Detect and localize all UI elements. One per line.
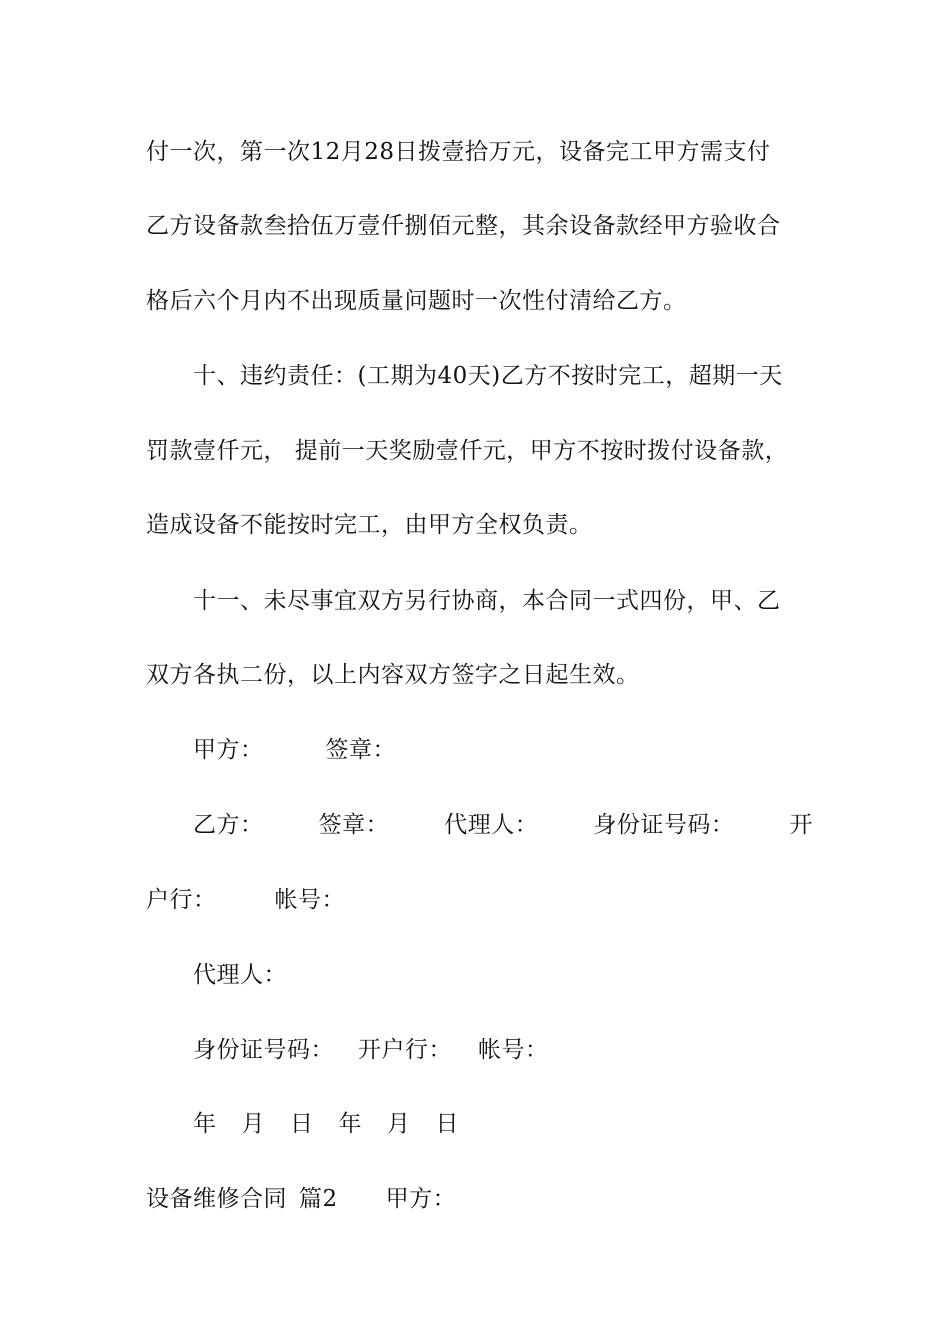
clause-ten-line: 十、违约责任：(工期为40天)乙方不按时完工，超期一天 bbox=[193, 363, 783, 389]
section-label: 篇2 bbox=[299, 1186, 338, 1212]
party-a-label: 甲方： bbox=[193, 737, 264, 763]
id-bank-row bbox=[193, 1035, 863, 1065]
date-day-1: 日 bbox=[290, 1111, 314, 1137]
date-row bbox=[193, 1109, 863, 1139]
paragraph-line: 格后六个月内不出现质量问题时一次性付清给乙方。 bbox=[146, 288, 687, 314]
party-b-agent-label: 代理人： bbox=[444, 812, 539, 838]
party-b-id-label: 身份证号码： bbox=[593, 812, 735, 838]
party-b-signature-row bbox=[193, 810, 813, 840]
next-contract-heading bbox=[146, 1184, 816, 1214]
date-year-1: 年 bbox=[193, 1111, 217, 1137]
party-a-signature-row bbox=[193, 735, 863, 765]
heading-party-a-label: 甲方： bbox=[385, 1186, 457, 1212]
party-b-seal-label: 签章： bbox=[318, 812, 390, 838]
party-b-bank-label-start: 开 bbox=[789, 812, 813, 838]
date-day-2: 日 bbox=[435, 1111, 459, 1137]
paragraph-line: 双方各执二份，以上内容双方签字之日起生效。 bbox=[146, 662, 640, 688]
paragraph-line: 造成设备不能按时完工，由甲方全权负责。 bbox=[146, 512, 593, 538]
paragraph-line: 付一次，第一次12月28日拨壹拾万元，设备完工甲方需支付 bbox=[146, 139, 771, 165]
party-b-bank-label-end: 户行： bbox=[146, 887, 217, 913]
party-b-bank-row bbox=[146, 885, 816, 915]
date-month-2: 月 bbox=[387, 1111, 411, 1137]
party-b-account-label: 帐号： bbox=[274, 887, 345, 913]
party-a-seal-label: 签章： bbox=[325, 737, 396, 763]
paragraph-line: 乙方设备款叁拾伍万壹仟捌佰元整，其余设备款经甲方验收合 bbox=[146, 213, 781, 239]
clause-eleven-line: 十一、未尽事宜双方另行协商，本合同一式四份，甲、乙 bbox=[193, 588, 781, 614]
agent-row: 代理人： bbox=[193, 962, 287, 988]
party-b-label: 乙方： bbox=[193, 812, 264, 838]
date-year-2: 年 bbox=[338, 1111, 362, 1137]
account-label: 帐号： bbox=[478, 1037, 549, 1063]
id-number-label: 身份证号码： bbox=[193, 1037, 334, 1063]
bank-label: 开户行： bbox=[358, 1037, 452, 1063]
paragraph-line: 罚款壹仟元， 提前一天奖励壹仟元，甲方不按时拨付设备款， bbox=[146, 438, 789, 464]
date-month-1: 月 bbox=[241, 1111, 265, 1137]
contract-title: 设备维修合同 bbox=[146, 1186, 287, 1212]
